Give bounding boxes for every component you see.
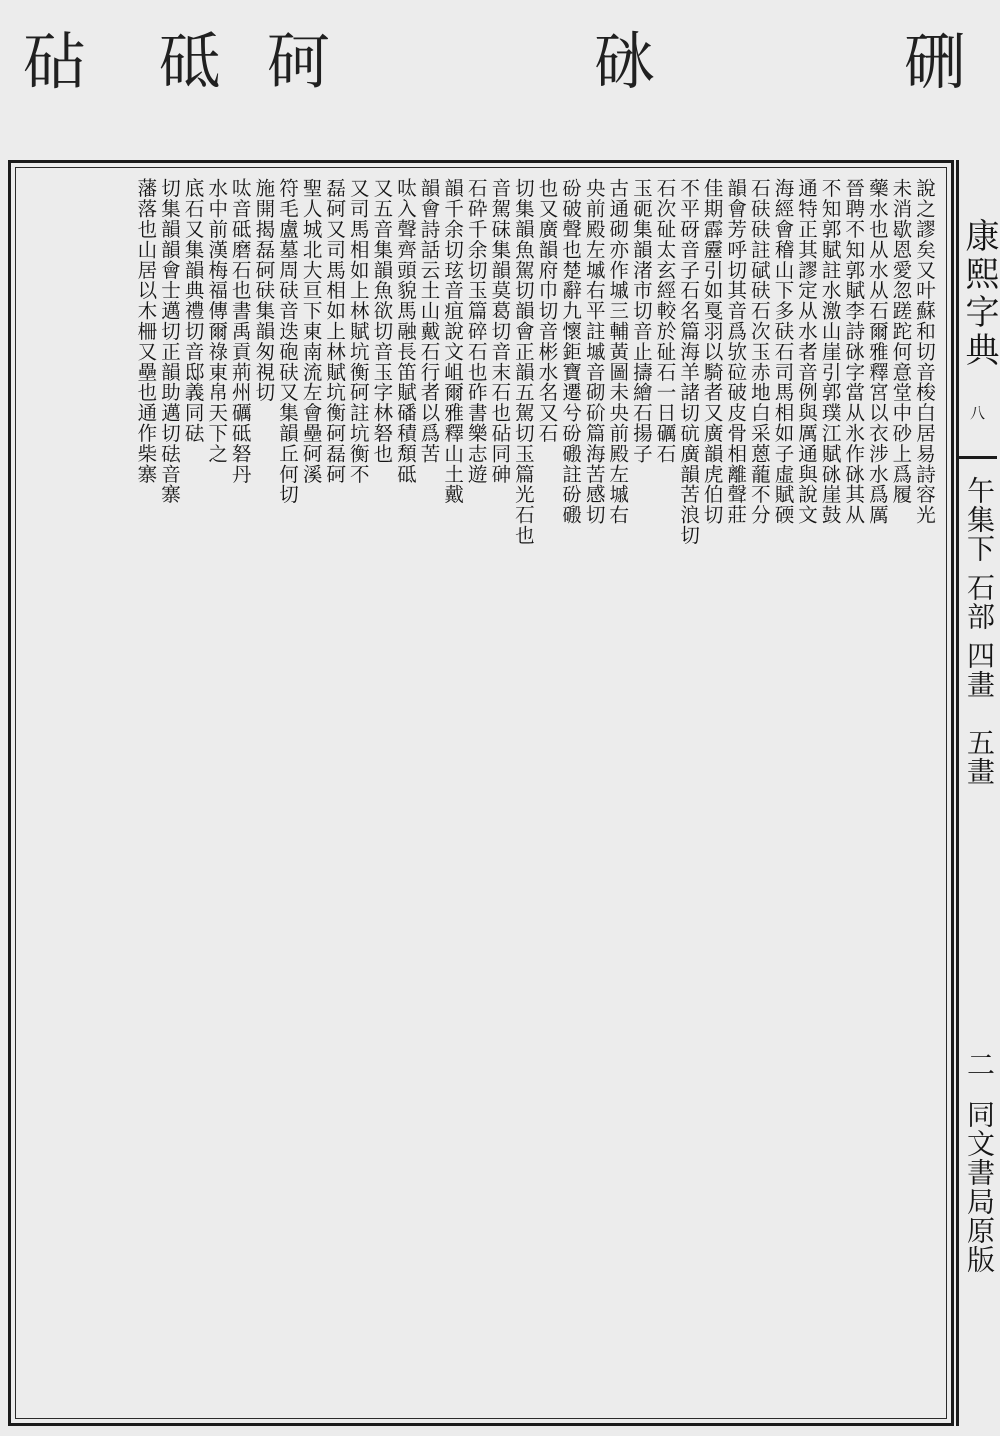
page-frame-inner [15,167,947,1419]
text-column: 砏破聲也楚辭九懷鉅寶遷兮砏磤註砏磤 [559,178,583,525]
volume-label: 八 [968,405,986,420]
text-column: 施開揭磊砢砆集韻匆視切 [252,178,276,403]
text-column: 音駕砞集韻莫葛切音末石也砧同砷 [488,178,512,484]
text-column: 石砕千余切玉篇碎石也砟書樂志遊 [464,178,488,484]
text-column: 又五音集韻魚欲切音玉字林砮也 [370,178,394,464]
page-frame [8,160,954,1426]
text-column: 也又廣韻府巾切音彬水名又石 [535,178,559,444]
text-column: 海經會稽山下多砆石司馬相如子虛賦碝 [771,178,795,525]
stroke-label: 四畫 五畫 [963,640,996,786]
collection-label: 午集下 [963,476,996,563]
text-column: 古通砌亦作墄三輔黃圖未央前殿左墄右 [606,178,630,525]
text-column: 聖人城北大亘下東南流左會壘砢溪 [299,178,323,484]
text-column: 晉聘不知郭賦李詩砯字當从氷作砯其从 [842,178,866,525]
publisher-label: 同文書局原版 [963,1100,996,1274]
seal-character: 砥 [158,25,221,98]
text-column: 不平砑音子石名篇海羊諸切砊廣韻苦浪切 [677,178,701,546]
text-column: 石砆砆註碔砆石次玉赤地白采蒽蘢不分 [747,178,771,525]
text-column: 通特正其謬定从水者音例與厲通與說文 [795,178,819,525]
dictionary-body [26,178,936,1408]
text-column: 切集韻韻會士邁切正韻助邁切砝音寨 [158,178,181,505]
sidebar-divider [959,456,997,459]
text-column: 藥水也从水从石爾雅釋宮以衣涉水爲厲 [865,178,889,525]
book-title: 康熙字典 [959,218,999,370]
page-number: 二 [963,1050,996,1078]
text-column: 說之謬矣又叶蘇和切音梭白居易詩容光 [913,178,936,525]
section-info [960,476,998,786]
text-column: 水中前漢梅福傳爾祿東帛天下之 [205,178,229,464]
text-column: 佳期霹靂引如戛羽以騎者又廣韻虎伯切 [700,178,724,525]
text-column: 切集韻魚駕切韻會正韻五駕切玉篇光石也 [511,178,535,546]
text-column: 呔入聲齊頭貌馬融長笛賦磻積頽砥 [393,178,417,484]
text-column: 石次砋太玄經較於砋石一日礪石 [653,178,677,464]
text-column: 磊砢又司馬相如上林賦坑衡砢磊砢 [323,178,347,484]
text-column: 韻會詩話云土山戴石行者以爲苦 [417,178,441,464]
text-column: 藩落也山居以木柵又壘也通作柴寨 [134,178,158,484]
radical-label: 石部 [963,572,996,631]
text-column: 符毛盧墓周砆音迭砲砆又集韻丘何切 [275,178,299,505]
text-column: 呔音砥磨石也書禹貢荊州礪砥砮丹 [228,178,252,484]
text-column: 未消歇恩愛忽蹉跎何意堂中砂上爲履 [889,178,913,505]
text-column: 又司馬相如上林賦坑衡砢註坑衡不 [346,178,370,484]
seal-character: 砧 [22,25,85,98]
seal-character: 硎 [903,25,966,98]
seal-character: 砢 [266,25,329,98]
text-column: 韻千余切玹音疽說文岨爾雅釋山土戴 [441,178,465,505]
seal-character: 砯 [593,25,656,98]
text-column: 底石又集韻典禮切音邸義同砝 [181,178,205,444]
text-column: 不知郭賦註水激山崖引郭璞江賦砯崖鼓 [818,178,842,525]
text-column: 央前殿左墄右平註墄音砌砎篇海苦感切 [582,178,606,525]
text-column: 玉砈集韻渚市切音止擣繪石揚子 [629,178,653,464]
text-column: 韻會芳呼切其音爲欤砬破皮骨相離聲莊 [724,178,748,525]
